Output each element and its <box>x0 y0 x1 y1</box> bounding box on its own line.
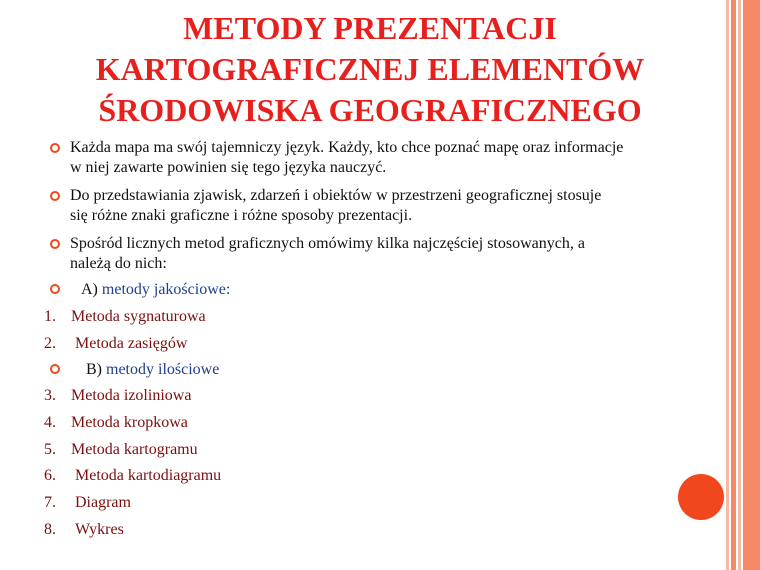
list-item: Metoda kartodiagramu <box>75 467 222 484</box>
list-item: Metoda izoliniowa <box>71 387 192 404</box>
title-line: KARTOGRAFICZNEJ ELEMENTÓW <box>95 51 645 87</box>
group-b-label: metody ilościowe <box>106 361 220 378</box>
bullet-icon <box>50 239 60 249</box>
list-number: 6. <box>44 467 56 484</box>
list-number: 1. <box>44 308 56 325</box>
bullet-icon <box>50 143 60 153</box>
decor-stripe <box>743 0 760 570</box>
bullet-text: należą do nich: <box>70 255 167 272</box>
decor-stripe <box>726 0 729 570</box>
list-item: Metoda kropkowa <box>71 414 188 431</box>
group-a-prefix: A) <box>81 281 98 298</box>
bullet-icon <box>50 284 60 294</box>
slide-title <box>30 8 710 131</box>
decor-circle <box>678 474 724 520</box>
decor-stripe <box>731 0 736 570</box>
list-item: Wykres <box>75 521 124 538</box>
list-number: 4. <box>44 414 56 431</box>
list-item: Metoda sygnaturowa <box>71 308 206 325</box>
bullet-text: Spośród licznych metod graficznych omówimy kilka najczęściej stosowanych, a <box>70 235 585 252</box>
bullet-icon <box>50 191 60 201</box>
title-line: METODY PREZENTACJI <box>183 10 557 46</box>
group-b-prefix: B) <box>86 361 102 378</box>
list-number: 5. <box>44 441 56 458</box>
list-item: Metoda kartogramu <box>71 441 198 458</box>
list-number: 3. <box>44 387 56 404</box>
decor-stripe <box>738 0 741 570</box>
bullet-text: w niej zawarte powinien się tego języka nauczyć. <box>70 159 387 176</box>
group-a-label: metody jakościowe: <box>101 281 231 298</box>
bullet-text: Do przedstawiania zjawisk, zdarzeń i obiektów w przestrzeni geograficznej stosuje <box>70 187 602 204</box>
group-b-heading <box>86 360 219 380</box>
title-line: ŚRODOWISKA GEOGRAFICZNEGO <box>98 92 642 128</box>
bullet-text: się różne znaki graficzne i różne sposoby prezentacji. <box>70 207 413 224</box>
list-number: 7. <box>44 494 56 511</box>
list-item: Metoda zasięgów <box>75 335 188 352</box>
list-item: Diagram <box>75 494 131 511</box>
bullet-text: Każda mapa ma swój tajemniczy język. Każdy, kto chce poznać mapę oraz informacje <box>70 139 624 156</box>
list-number: 2. <box>44 335 56 352</box>
group-a-heading <box>81 280 230 300</box>
bullet-icon <box>50 364 60 374</box>
list-number: 8. <box>44 521 56 538</box>
